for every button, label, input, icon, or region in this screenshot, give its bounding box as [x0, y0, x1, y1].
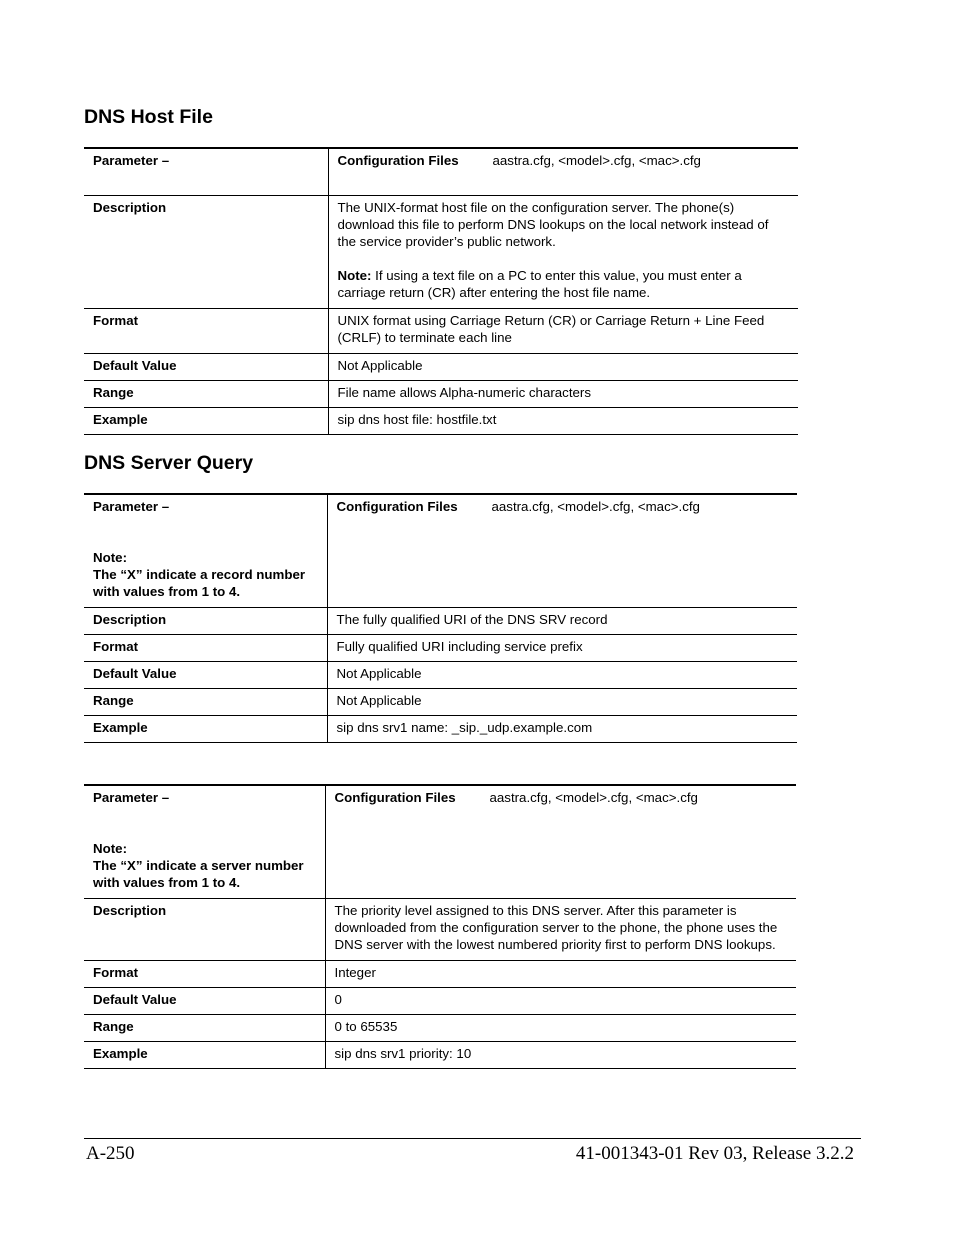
format-value: Integer — [325, 961, 796, 988]
section-title-dns-server-query: DNS Server Query — [84, 452, 254, 474]
table-row — [84, 354, 798, 381]
table-row — [84, 635, 797, 662]
description-note-text: If using a text file on a PC to enter this value, you must enter a carriage return (CR) after entering the host file name. — [337, 268, 742, 300]
footer-rule — [84, 1138, 861, 1139]
format-label: Format — [84, 635, 327, 662]
table-row — [84, 381, 798, 408]
config-files-label: Configuration Files — [334, 790, 456, 805]
table-row — [84, 785, 796, 899]
param-cell: Parameter – Note: The “X” indicate a server number with values from 1 to 4. — [84, 785, 325, 899]
description-text: The fully qualified URI of the DNS SRV record — [327, 608, 797, 635]
example-label: Example — [84, 1042, 325, 1069]
table-row — [84, 662, 797, 689]
table-row — [84, 608, 797, 635]
page-number: A-250 — [86, 1143, 135, 1164]
table-row — [84, 408, 798, 435]
param-label: Parameter – — [93, 153, 170, 168]
format-value: Fully qualified URI including service prefix — [327, 635, 797, 662]
config-files-label: Configuration Files — [336, 499, 458, 514]
description-label: Description — [84, 608, 327, 635]
example-label: Example — [84, 716, 327, 743]
table-row — [84, 309, 798, 354]
dns-host-file-table — [84, 147, 798, 435]
table-row — [84, 494, 797, 608]
config-files-value: aastra.cfg, <model>.cfg, <mac>.cfg — [491, 499, 700, 514]
default-value: Not Applicable — [328, 354, 798, 381]
note-text: The “X” indicate a server number with values from 1 to 4. — [93, 858, 304, 890]
range-label: Range — [84, 381, 328, 408]
config-files-cell — [325, 785, 796, 899]
dns-server-query-name-table — [84, 493, 797, 743]
config-files-value: aastra.cfg, <model>.cfg, <mac>.cfg — [492, 153, 701, 168]
note-text: The “X” indicate a record number with values from 1 to 4. — [93, 567, 306, 599]
format-label: Format — [84, 961, 325, 988]
config-files-label: Configuration Files — [337, 153, 459, 168]
dns-server-priority-table — [84, 784, 796, 1069]
description-label: Description — [84, 196, 328, 309]
range-value: 0 to 65535 — [325, 1015, 796, 1042]
section-title-dns-host-file: DNS Host File — [84, 106, 213, 128]
table-row — [84, 988, 796, 1015]
default-value-label: Default Value — [84, 988, 325, 1015]
param-label: Parameter – — [93, 790, 170, 805]
description-text: The priority level assigned to this DNS server. After this parameter is downloaded from the configuration server to the phone, the phone uses the DNS server with the lowest numbered priority first to perform DNS lookups. — [325, 899, 796, 961]
param-cell — [84, 148, 328, 196]
example-value: sip dns srv1 name: _sip._udp.example.com — [327, 716, 797, 743]
table-row — [84, 148, 798, 196]
param-cell: Parameter – Note: The “X” indicate a record number with values from 1 to 4. — [84, 494, 327, 608]
example-label: Example — [84, 408, 328, 435]
description-cell — [328, 196, 798, 309]
default-value-label: Default Value — [84, 662, 327, 689]
default-value-label: Default Value — [84, 354, 328, 381]
paragraph-gap — [338, 250, 791, 267]
default-value: Not Applicable — [327, 662, 797, 689]
table-row — [84, 196, 798, 309]
format-value: UNIX format using Carriage Return (CR) or Carriage Return + Line Feed (CRLF) to terminate each line — [328, 309, 798, 354]
format-label: Format — [84, 309, 328, 354]
param-label: Parameter – — [93, 499, 170, 514]
description-label: Description — [84, 899, 325, 961]
range-label: Range — [84, 1015, 325, 1042]
table-row — [84, 1015, 796, 1042]
document-id: 41-001343-01 Rev 03, Release 3.2.2 — [575, 1143, 854, 1164]
config-files-value: aastra.cfg, <model>.cfg, <mac>.cfg — [489, 790, 698, 805]
range-label: Range — [84, 689, 327, 716]
table-row — [84, 689, 797, 716]
range-value: Not Applicable — [327, 689, 797, 716]
example-value: sip dns host file: hostfile.txt — [328, 408, 798, 435]
table-row — [84, 961, 796, 988]
table-row — [84, 1042, 796, 1069]
example-value: sip dns srv1 priority: 10 — [325, 1042, 796, 1069]
description-text: The UNIX-format host file on the configuration server. The phone(s) download this file to perform DNS lookups on the local network instead of the service provider’s public network. — [337, 200, 769, 249]
note-label: Note — [93, 550, 123, 565]
default-value: 0 — [325, 988, 796, 1015]
table-row — [84, 899, 796, 961]
table-row — [84, 716, 797, 743]
range-value: File name allows Alpha-numeric characters — [328, 381, 798, 408]
config-files-cell — [328, 148, 798, 196]
config-files-cell — [327, 494, 797, 608]
note-label: Note — [93, 841, 123, 856]
description-note-label: Note: — [337, 268, 372, 283]
